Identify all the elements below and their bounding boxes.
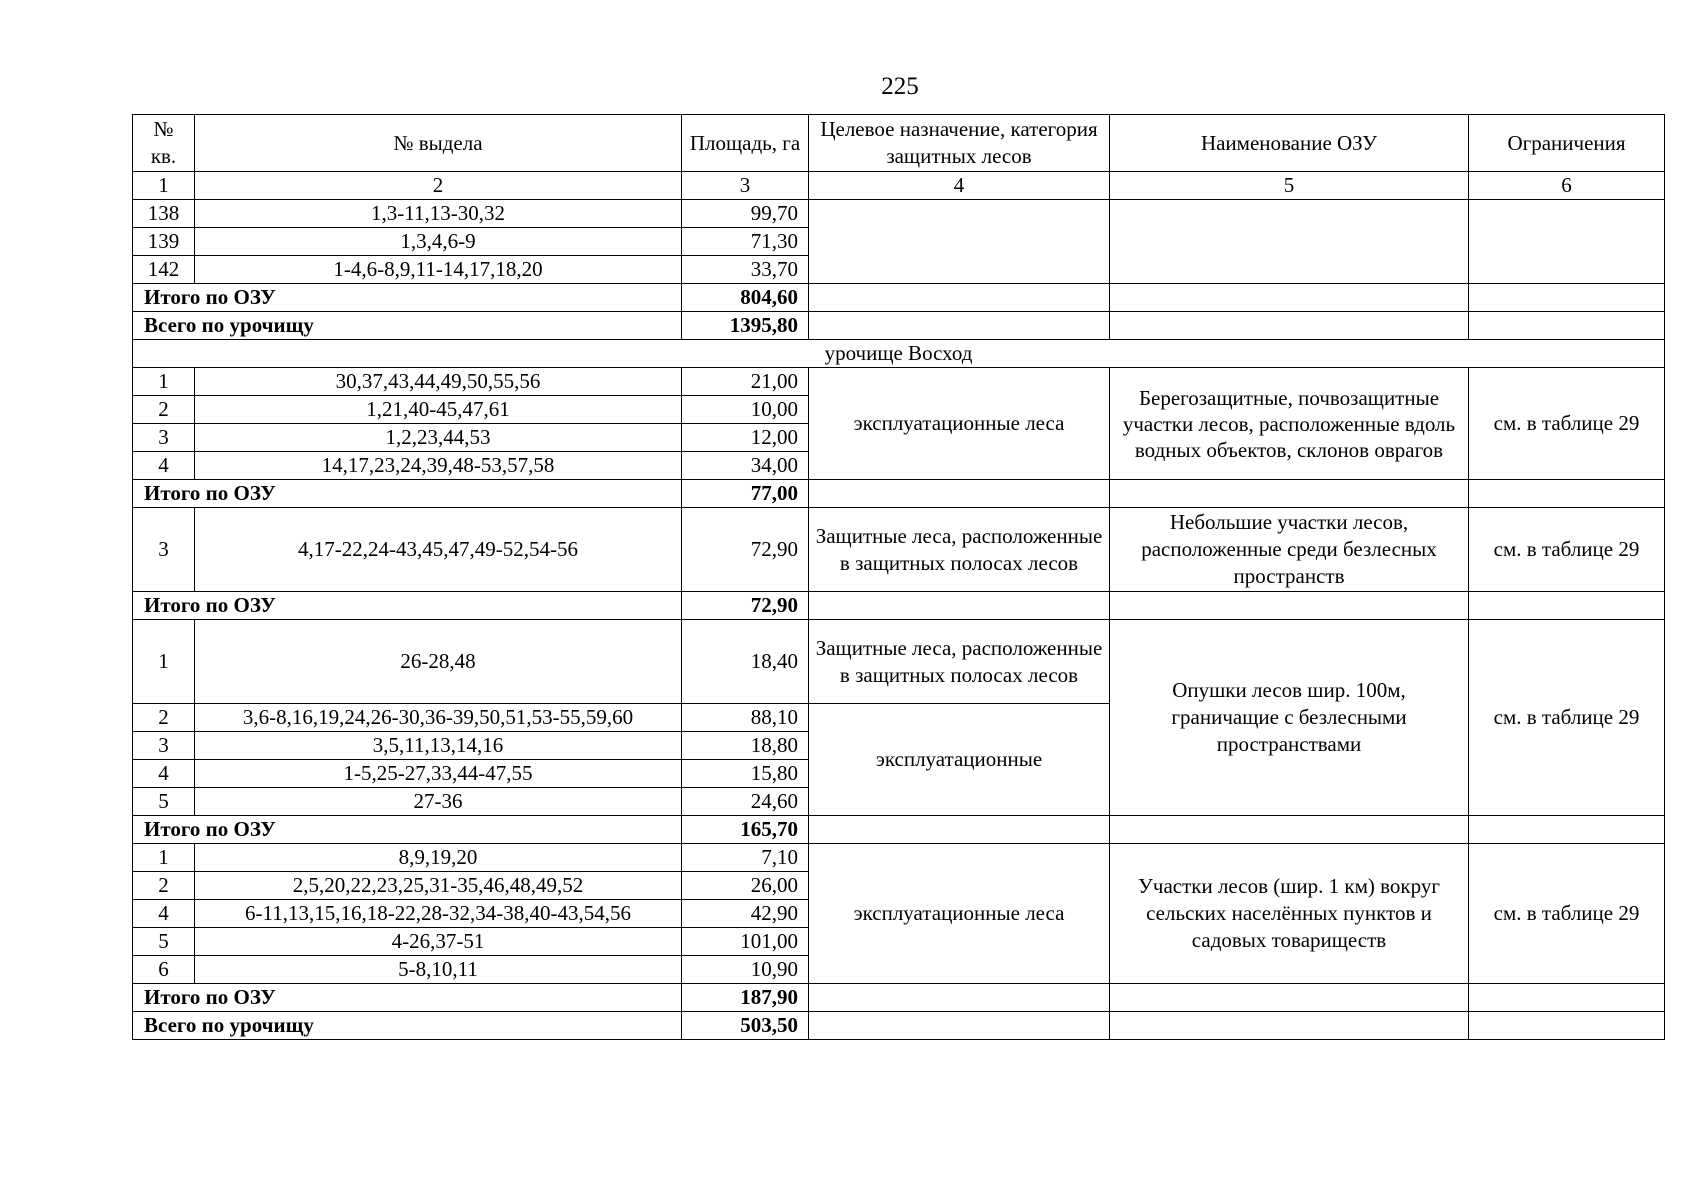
table-row [133, 844, 1665, 872]
grand-total-label: Всего по урочищу [133, 312, 682, 340]
area-cell: 21,00 [682, 368, 809, 396]
grand-total-row [133, 312, 1665, 340]
area-cell: 71,30 [682, 228, 809, 256]
total-value: 72,90 [682, 592, 809, 620]
col-number: 5 [1110, 172, 1469, 200]
vydel-cell: 30,37,43,44,49,50,55,56 [195, 368, 682, 396]
kv-cell: 2 [133, 704, 195, 732]
col-number: 6 [1469, 172, 1665, 200]
page-number: 225 [881, 73, 919, 100]
total-label: Итого по ОЗУ [133, 284, 682, 312]
area-cell: 72,90 [682, 508, 809, 592]
limits-cell: см. в таблице 29 [1469, 620, 1665, 816]
kv-cell: 1 [133, 368, 195, 396]
col-header-ozu: Наименование ОЗУ [1110, 115, 1469, 172]
total-label: Итого по ОЗУ [133, 592, 682, 620]
col-number: 4 [809, 172, 1110, 200]
col-header-limits: Ограничения [1469, 115, 1665, 172]
kv-cell: 1 [133, 844, 195, 872]
kv-cell: 4 [133, 452, 195, 480]
area-cell: 42,90 [682, 900, 809, 928]
area-cell: 99,70 [682, 200, 809, 228]
total-label: Итого по ОЗУ [133, 480, 682, 508]
limits-cell [1469, 200, 1665, 284]
vydel-cell: 1-4,6-8,9,11-14,17,18,20 [195, 256, 682, 284]
total-value: 804,60 [682, 284, 809, 312]
kv-cell: 3 [133, 732, 195, 760]
ozu-cell: Опушки лесов шир. 100м, граничащие с безлесными пространствами [1110, 620, 1469, 816]
total-row [133, 816, 1665, 844]
kv-cell: 2 [133, 872, 195, 900]
total-row [133, 480, 1665, 508]
vydel-cell: 4-26,37-51 [195, 928, 682, 956]
purpose-cell: эксплуатационные леса [809, 844, 1110, 984]
vydel-cell: 4,17-22,24-43,45,47,49-52,54-56 [195, 508, 682, 592]
ozu-cell: Участки лесов (шир. 1 км) вокруг сельских населённых пунктов и садовых товариществ [1110, 844, 1469, 984]
section-title: урочище Восход [133, 340, 1665, 368]
kv-cell: 4 [133, 760, 195, 788]
area-cell: 33,70 [682, 256, 809, 284]
vydel-cell: 2,5,20,22,23,25,31-35,46,48,49,52 [195, 872, 682, 900]
table-header-row [133, 115, 1665, 172]
col-header-purpose: Целевое назначение, категория защитных лесов [809, 115, 1110, 172]
kv-cell: 3 [133, 424, 195, 452]
purpose-cell: эксплуатационные [809, 704, 1110, 816]
col-header-vydel: № выдела [195, 115, 682, 172]
area-cell: 101,00 [682, 928, 809, 956]
total-value: 187,90 [682, 984, 809, 1012]
vydel-cell: 1,3-11,13-30,32 [195, 200, 682, 228]
kv-cell: 5 [133, 788, 195, 816]
purpose-cell [809, 200, 1110, 284]
col-number: 1 [133, 172, 195, 200]
total-row [133, 984, 1665, 1012]
vydel-cell: 6-11,13,15,16,18-22,28-32,34-38,40-43,54,56 [195, 900, 682, 928]
vydel-cell: 26-28,48 [195, 620, 682, 704]
grand-total-value: 1395,80 [682, 312, 809, 340]
vydel-cell: 5-8,10,11 [195, 956, 682, 984]
area-cell: 24,60 [682, 788, 809, 816]
grand-total-row [133, 1012, 1665, 1040]
kv-cell: 142 [133, 256, 195, 284]
grand-total-label: Всего по урочищу [133, 1012, 682, 1040]
area-cell: 12,00 [682, 424, 809, 452]
vydel-cell: 1,3,4,6-9 [195, 228, 682, 256]
col-number: 3 [682, 172, 809, 200]
total-row [133, 592, 1665, 620]
purpose-cell: Защитные леса, расположенные в защитных полосах лесов [809, 620, 1110, 704]
table-row [133, 620, 1665, 704]
area-cell: 34,00 [682, 452, 809, 480]
column-number-row [133, 172, 1665, 200]
kv-cell: 3 [133, 508, 195, 592]
table-row [133, 368, 1665, 396]
area-cell: 18,80 [682, 732, 809, 760]
kv-cell: 2 [133, 396, 195, 424]
kv-cell: 1 [133, 620, 195, 704]
area-cell: 26,00 [682, 872, 809, 900]
grand-total-value: 503,50 [682, 1012, 809, 1040]
limits-cell: см. в таблице 29 [1469, 508, 1665, 592]
area-cell: 18,40 [682, 620, 809, 704]
kv-cell: 4 [133, 900, 195, 928]
total-row [133, 284, 1665, 312]
vydel-cell: 1,21,40-45,47,61 [195, 396, 682, 424]
ozu-cell: Небольшие участки лесов, расположенные среди безлесных пространств [1110, 508, 1469, 592]
kv-cell: 5 [133, 928, 195, 956]
vydel-cell: 1,2,23,44,53 [195, 424, 682, 452]
total-value: 165,70 [682, 816, 809, 844]
vydel-cell: 14,17,23,24,39,48-53,57,58 [195, 452, 682, 480]
area-cell: 7,10 [682, 844, 809, 872]
purpose-cell: эксплуатационные леса [809, 368, 1110, 480]
area-cell: 10,00 [682, 396, 809, 424]
vydel-cell: 3,6-8,16,19,24,26-30,36-39,50,51,53-55,59,60 [195, 704, 682, 732]
purpose-cell: Защитные леса, расположенные в защитных полосах лесов [809, 508, 1110, 592]
section-row [133, 340, 1665, 368]
area-cell: 15,80 [682, 760, 809, 788]
total-label: Итого по ОЗУ [133, 816, 682, 844]
table-row [133, 200, 1665, 228]
total-value: 77,00 [682, 480, 809, 508]
vydel-cell: 8,9,19,20 [195, 844, 682, 872]
limits-cell: см. в таблице 29 [1469, 844, 1665, 984]
area-cell: 88,10 [682, 704, 809, 732]
ozu-cell [1110, 200, 1469, 284]
ozu-table [132, 114, 1665, 1040]
area-cell: 10,90 [682, 956, 809, 984]
kv-cell: 139 [133, 228, 195, 256]
table-row [133, 508, 1665, 592]
limits-cell: см. в таблице 29 [1469, 368, 1665, 480]
kv-cell: 138 [133, 200, 195, 228]
col-header-area: Площадь, га [682, 115, 809, 172]
kv-cell: 6 [133, 956, 195, 984]
vydel-cell: 3,5,11,13,14,16 [195, 732, 682, 760]
col-header-kv: № кв. [133, 115, 195, 172]
ozu-cell: Берегозащитные, почвозащитные участки лесов, расположенные вдоль водных объектов, склонов оврагов [1110, 368, 1469, 480]
vydel-cell: 27-36 [195, 788, 682, 816]
col-number: 2 [195, 172, 682, 200]
total-label: Итого по ОЗУ [133, 984, 682, 1012]
vydel-cell: 1-5,25-27,33,44-47,55 [195, 760, 682, 788]
